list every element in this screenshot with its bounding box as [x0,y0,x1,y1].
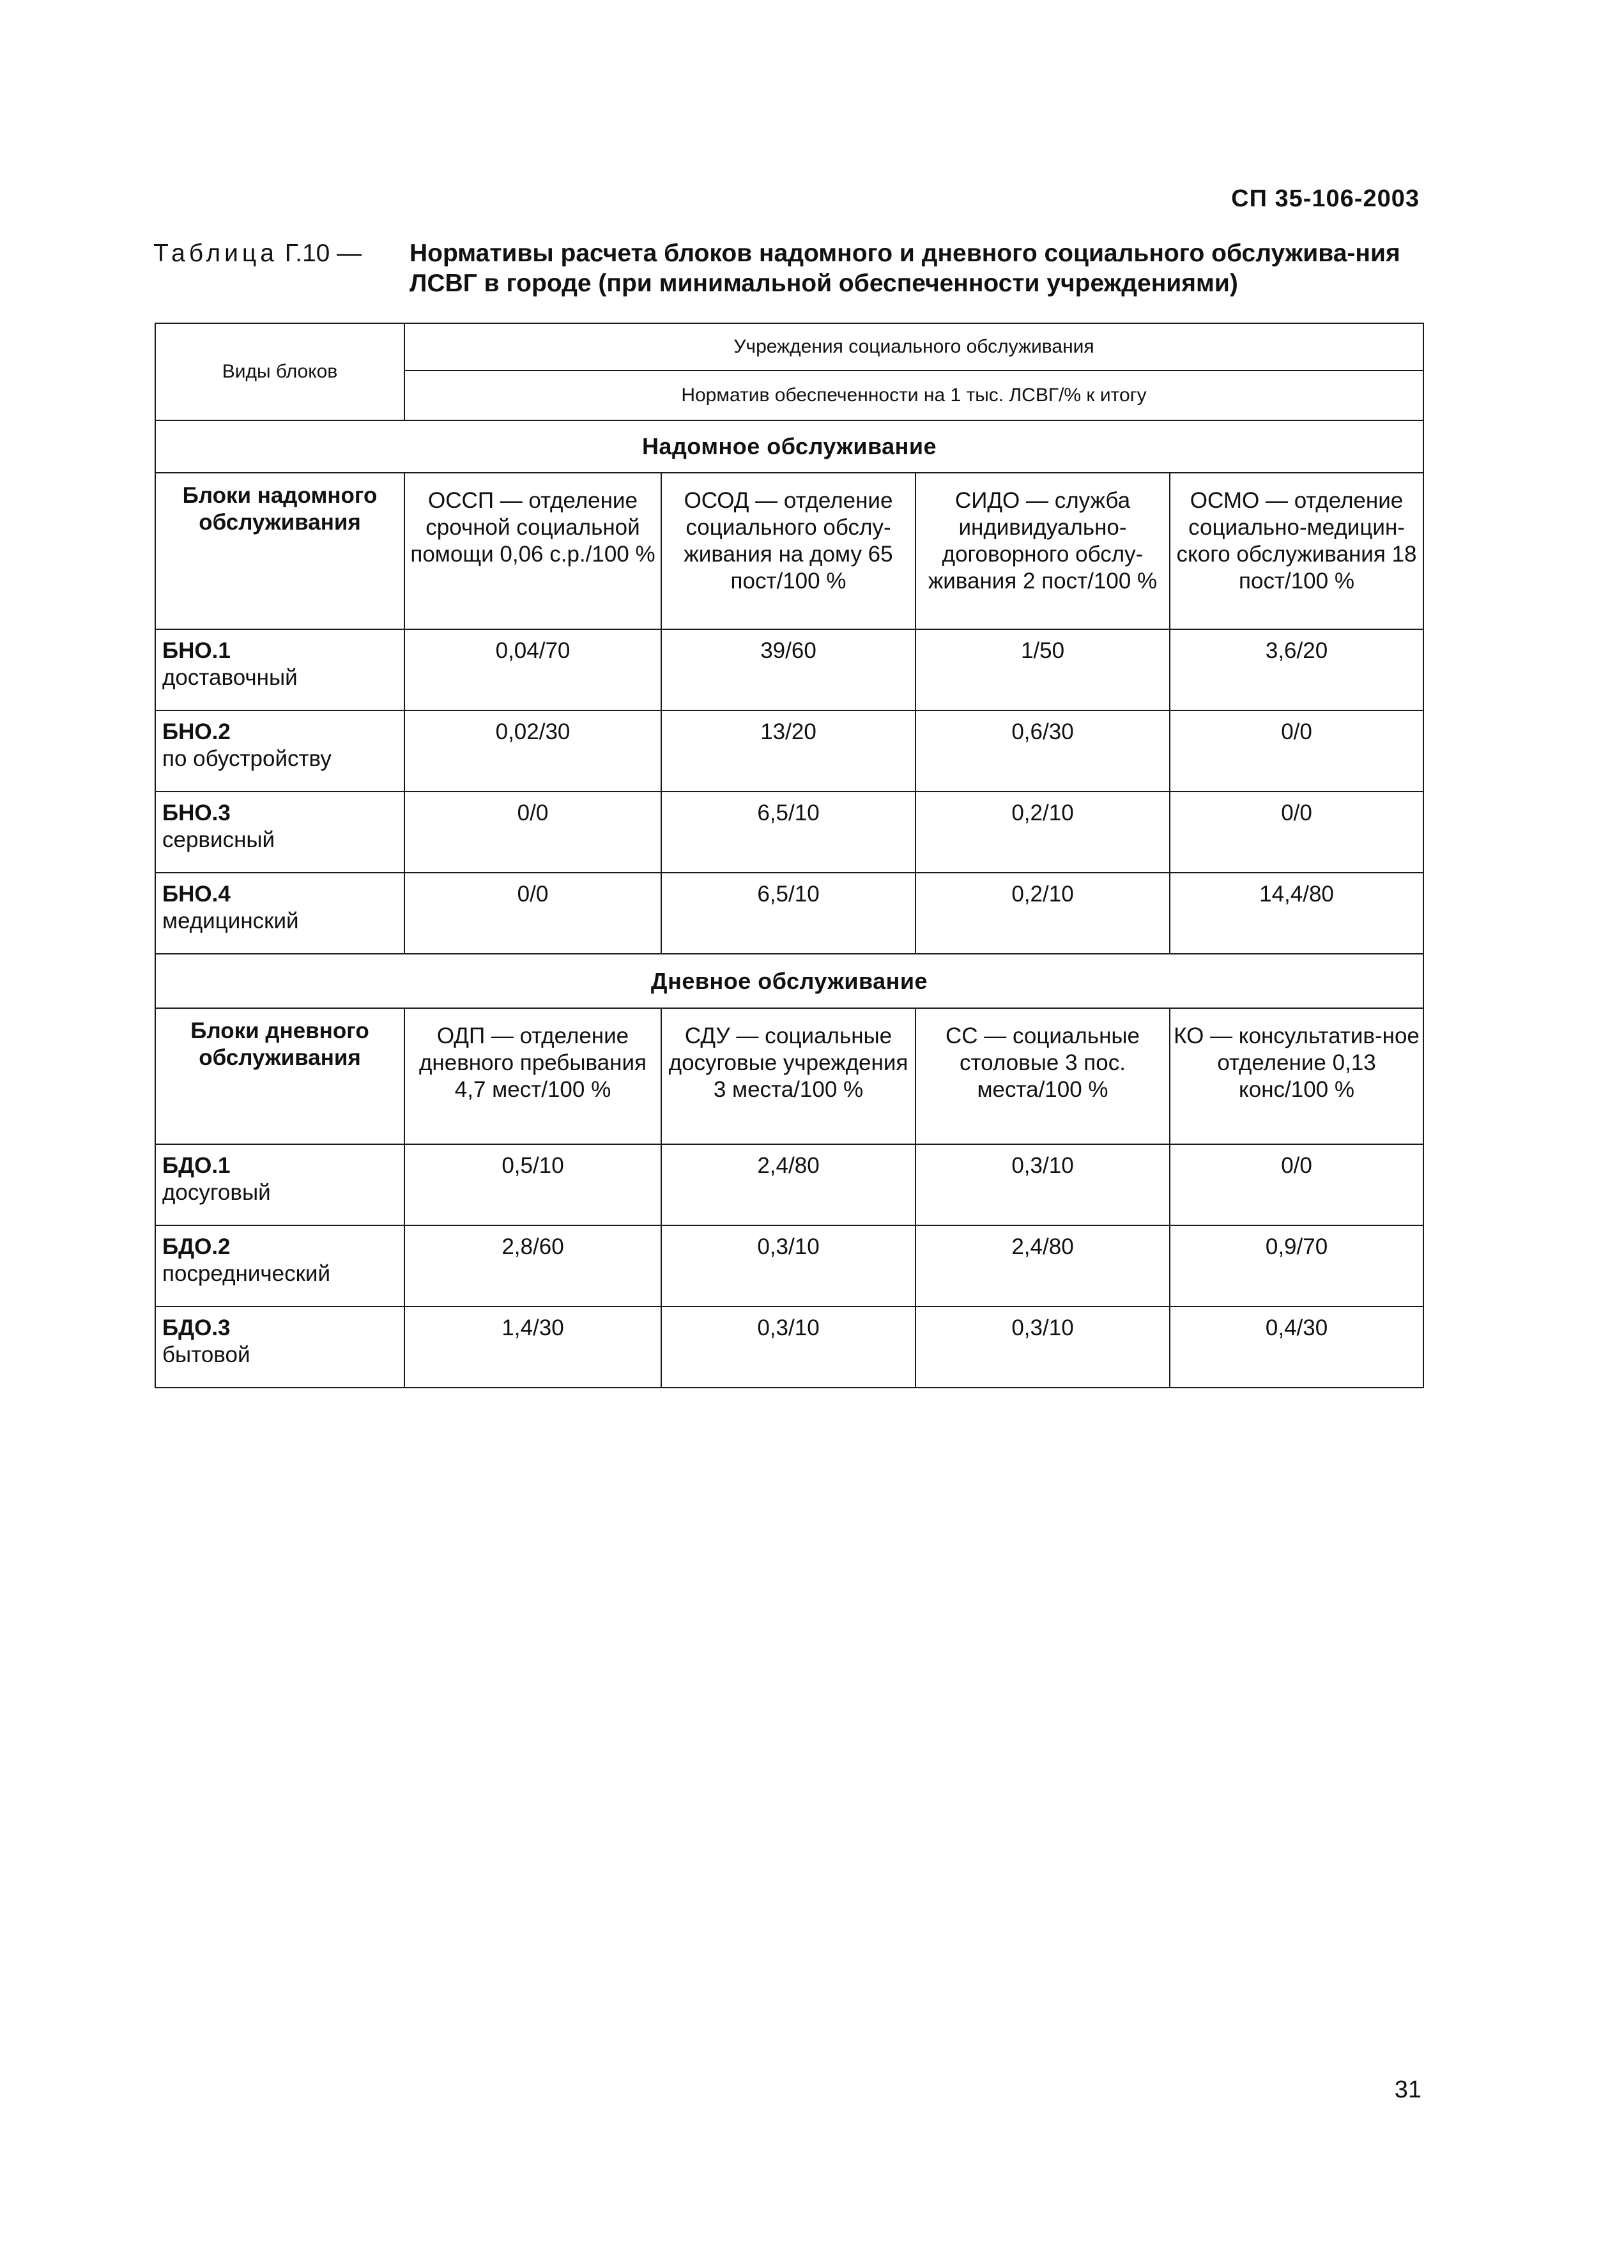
block-code: БДО.3 [162,1315,231,1340]
block-name-cell [155,1144,404,1225]
block-code: БНО.1 [162,638,231,663]
value-cell: 0/0 [404,792,661,873]
institution-sido: СИДО — служба индивидуально-договорного обслу-живания 2 пост/100 % [915,473,1170,629]
value-cell: 0,2/10 [915,873,1170,954]
value-cell: 0,4/30 [1170,1306,1423,1388]
block-name-cell [155,792,404,873]
blocks-type-header: Виды блоков [155,323,404,420]
value-cell: 13/20 [661,710,915,792]
institution-sdu: СДУ — социальные досуговые учреждения 3 места/100 % [661,1008,915,1144]
value-cell: 0,5/10 [404,1144,661,1225]
value-cell: 0,02/30 [404,710,661,792]
value-cell: 6,5/10 [661,873,915,954]
institution-ossp: ОССП — отделение срочной социальной помощи 0,06 с.р./100 % [404,473,661,629]
value-cell: 0,6/30 [915,710,1170,792]
institution-ko: КО — консультатив-ное отделение 0,13 конс/100 % [1170,1008,1423,1144]
value-cell: 2,4/80 [661,1144,915,1225]
table-caption-word: Таблица [153,240,278,267]
block-description: по обустройству [162,746,332,771]
block-description: бытовой [162,1342,250,1367]
institution-odp: ОДП — отделение дневного пребывания 4,7 мест/100 % [404,1008,661,1144]
value-cell: 0/0 [1170,792,1423,873]
table-row [155,710,1423,792]
block-description: доставочный [162,665,298,690]
value-cell: 0/0 [1170,1144,1423,1225]
norms-table [155,323,1424,1388]
value-cell: 1/50 [915,629,1170,710]
norm-header: Норматив обеспеченности на 1 тыс. ЛСВГ/% к итогу [404,371,1423,420]
value-cell: 0,3/10 [915,1306,1170,1388]
block-code: БНО.3 [162,801,231,825]
table-row [155,629,1423,710]
value-cell: 14,4/80 [1170,873,1423,954]
block-name-cell [155,1225,404,1306]
value-cell: 0,3/10 [915,1144,1170,1225]
value-cell: 0,2/10 [915,792,1170,873]
page-number: 31 [1394,2076,1421,2103]
block-code: БДО.1 [162,1153,231,1178]
table-row [155,1306,1423,1388]
value-cell: 2,4/80 [915,1225,1170,1306]
table-caption-number: Г.10 — [284,240,362,267]
table-row [155,873,1423,954]
institution-osmo: ОСМО — отделение социально-медицин-ского обслуживания 18 пост/100 % [1170,473,1423,629]
home-service-section-title: Надомное обслуживание [155,420,1423,473]
institutions-header: Учреждения социального обслуживания [404,323,1423,371]
value-cell: 6,5/10 [661,792,915,873]
table-row [155,1225,1423,1306]
block-code: БНО.2 [162,719,231,744]
value-cell: 1,4/30 [404,1306,661,1388]
value-cell: 3,6/20 [1170,629,1423,710]
value-cell: 0/0 [1170,710,1423,792]
block-name-cell [155,710,404,792]
block-description: сервисный [162,827,275,852]
table-caption-label [153,238,409,298]
table-caption-title: Нормативы расчета блоков надомного и дневного социального обслужива-ния ЛСВГ в городе (при минимальной обеспеченности учреждениями) [410,240,1400,297]
value-cell: 0,3/10 [661,1306,915,1388]
block-name-cell [155,873,404,954]
institution-ss: СС — социальные столовые 3 пос. места/100 % [915,1008,1170,1144]
value-cell: 0,04/70 [404,629,661,710]
table-caption [153,238,1425,298]
block-description: досуговый [162,1180,271,1205]
block-name-cell [155,1306,404,1388]
value-cell: 0/0 [404,873,661,954]
table-row [155,1144,1423,1225]
home-blocks-group-label: Блоки надомного обслуживания [155,473,404,629]
day-blocks-group-label: Блоки дневного обслуживания [155,1008,404,1144]
institution-osod: ОСОД — отделение социального обслу-живания на дому 65 пост/100 % [661,473,915,629]
value-cell: 2,8/60 [404,1225,661,1306]
value-cell: 0,9/70 [1170,1225,1423,1306]
document-code: СП 35-106-2003 [1231,185,1420,212]
day-service-section-title: Дневное обслуживание [155,954,1423,1008]
block-code: БДО.2 [162,1234,231,1259]
block-code: БНО.4 [162,882,231,907]
block-description: посреднический [162,1261,330,1286]
block-name-cell [155,629,404,710]
value-cell: 0,3/10 [661,1225,915,1306]
table-row [155,792,1423,873]
value-cell: 39/60 [661,629,915,710]
block-description: медицинский [162,908,299,933]
